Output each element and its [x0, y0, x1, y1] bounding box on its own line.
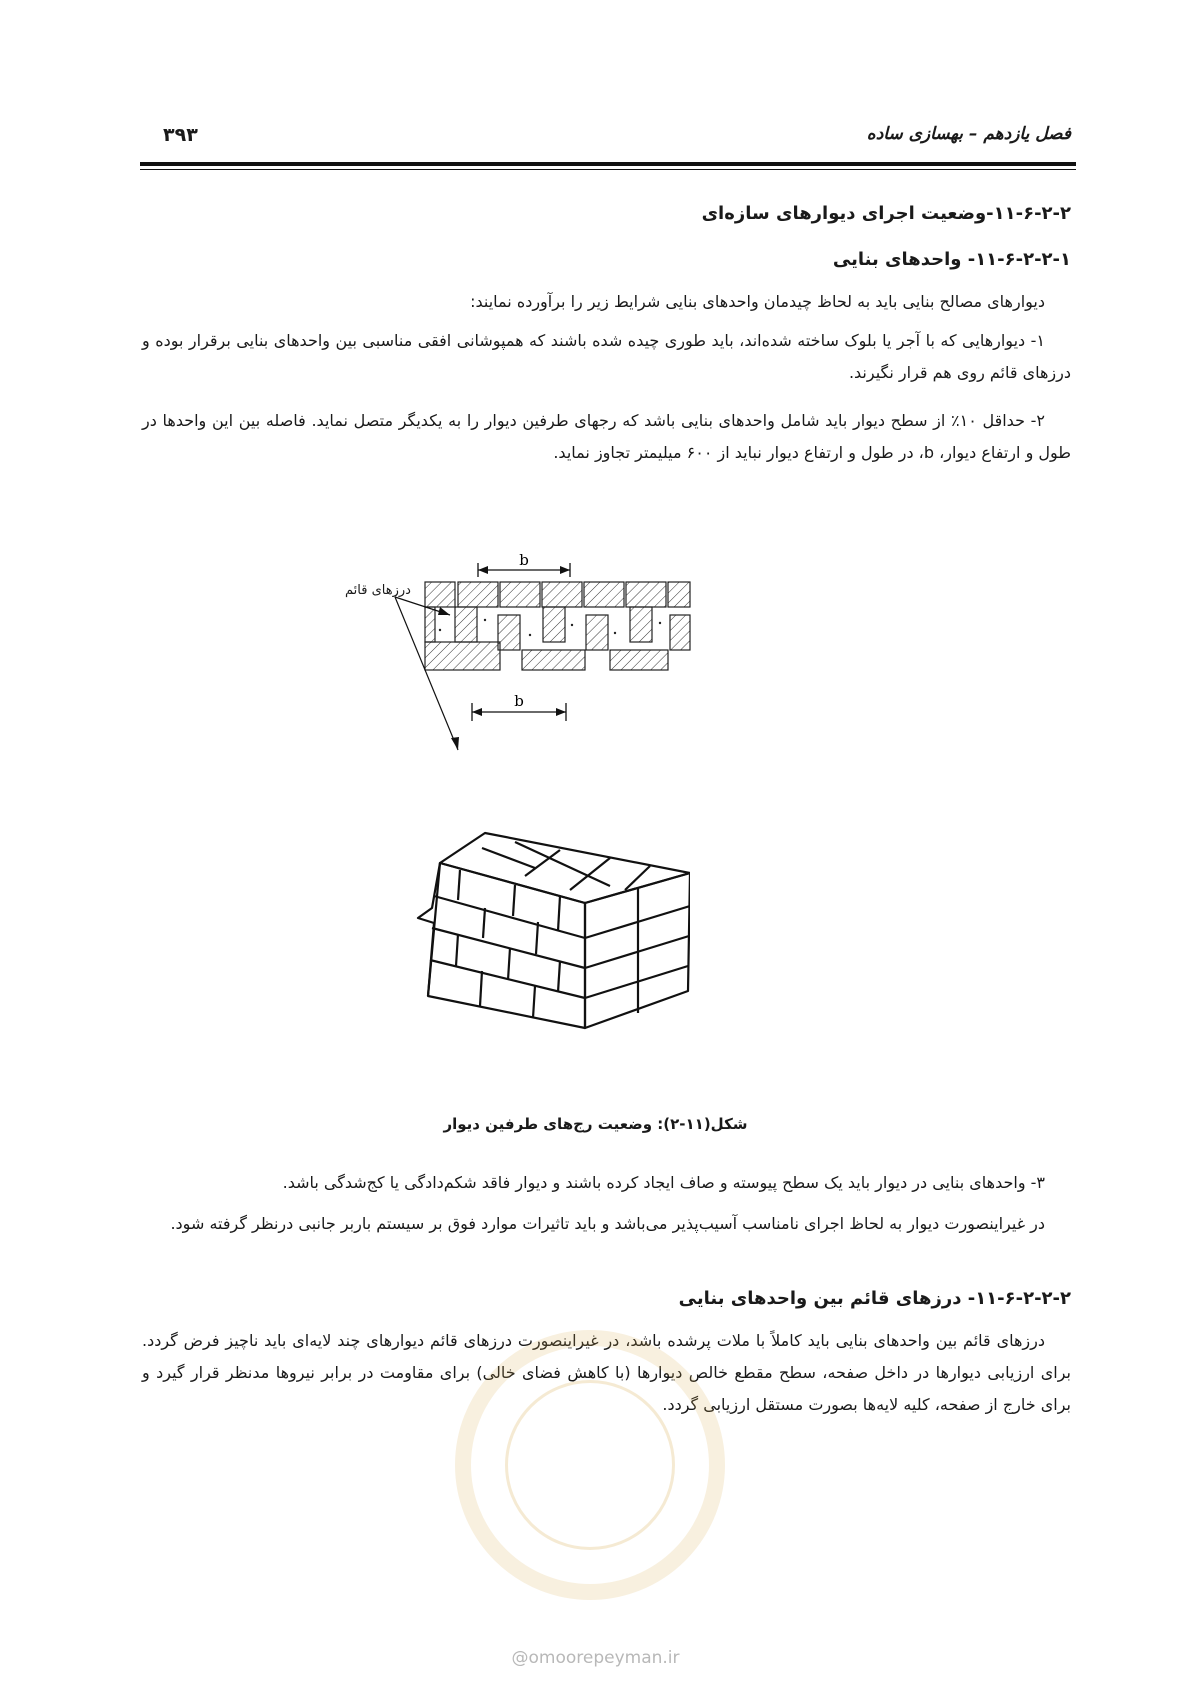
- chapter-title: فصل یازدهم – بهسازی ساده: [866, 124, 1071, 144]
- watermark-site-text: @omoorepeyman.ir: [511, 1648, 680, 1668]
- closing-paragraph: در غیراینصورت دیوار به لحاظ اجرای نامناسب آسیب‌پذیر می‌باشد و باید تاثیرات موارد فوق بر سیستم باربر جانبی درنظر گرفته شود.: [170, 1214, 1045, 1233]
- page-number: ۳۹۳: [163, 124, 198, 146]
- dimension-label-bottom: b: [514, 692, 524, 710]
- dimension-label-top: b: [519, 551, 529, 569]
- header-rule-thick: [140, 162, 1076, 166]
- wall-plan-diagram: [310, 545, 710, 760]
- figure-caption: شکل(۱۱-۲): وضعیت رج‌های طرفین دیوار: [443, 1115, 748, 1133]
- brick-wall-3d-diagram: [410, 828, 690, 1033]
- list-item-1: ۱- دیوارهایی که با آجر یا بلوک ساخته شده‌اند، باید طوری چیده شده باشند که همپوشانی افقی مناسبی بین واحدهای بنایی برقرار بوده و درزهای قائم روی هم قرار نگیرند.: [142, 331, 1071, 382]
- section2-heading: ۱۱-۶-۲-۲-۲- درزهای قائم بین واحدهای بنایی: [678, 1288, 1071, 1309]
- section-heading: ۱۱-۶-۲-۲-وضعیت اجرای دیوارهای سازه‌ای: [701, 203, 1071, 224]
- subsection-heading: ۱۱-۶-۲-۲-۱- واحدهای بنایی: [832, 249, 1071, 270]
- list-item-2: ۲- حداقل ۱۰٪ از سطح دیوار باید شامل واحدهای بنایی باشد که رجهای طرفین دیوار را به یکدیگر متصل نماید. فاصله بین این واحدها در طول و ارتفاع دیوار، b، در طول و ارتفاع دیوار نباید از ۶۰۰ میلیمتر تجاوز نماید.: [142, 411, 1071, 462]
- header-rule-thin: [140, 169, 1076, 170]
- section2-body: درزهای قائم بین واحدهای بنایی باید کاملاً با ملات پرشده باشد، در غیراینصورت درزهای قائم دیوارهای چند لایه‌ای باید ناچیز فرض گردد. برای ارزیابی دیوارها در داخل صفحه، سطح مقطع خالص دیوارها (با کاهش فضای خالی) برای مقاومت در برابر نیروها مدنظر قرار گیرد و برای خارج از صفحه، کلیه لایه‌ها بصورت مستقل ارزیابی گردد.: [142, 1331, 1071, 1414]
- watermark-seal-inner: [505, 1380, 675, 1550]
- intro-paragraph: دیوارهای مصالح بنایی باید به لحاظ چیدمان واحدهای بنایی شرایط زیر را برآورده نمایند:: [470, 292, 1045, 311]
- vertical-joints-label: درزهای قائم: [345, 583, 411, 598]
- list-item-3: ۳- واحدهای بنایی در دیوار باید یک سطح پیوسته و صاف ایجاد کرده باشند و دیوار فاقد شکم‌دادگی یا کج‌شدگی باشد.: [282, 1173, 1045, 1192]
